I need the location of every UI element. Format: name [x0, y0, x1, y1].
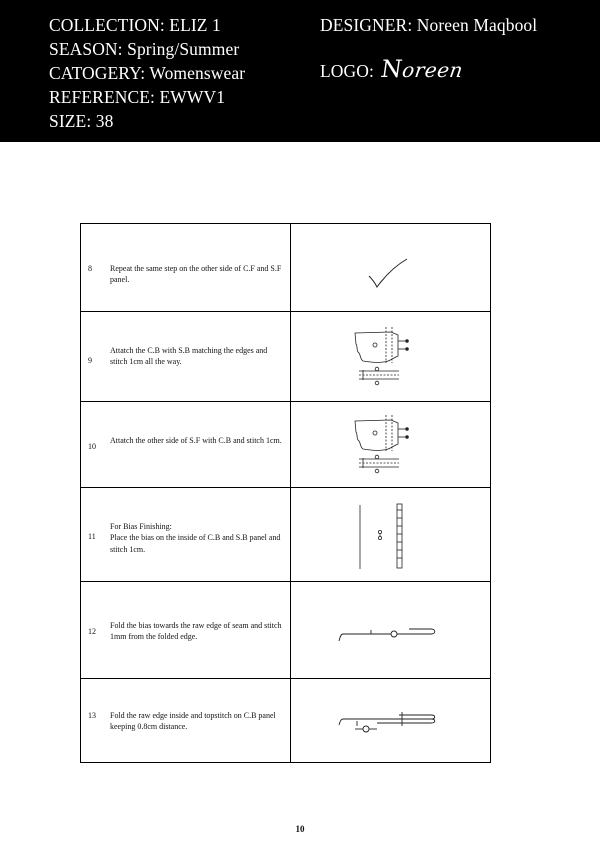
construction-steps-table	[80, 223, 491, 763]
designer-label: DESIGNER: Noreen Maqbool	[320, 15, 538, 35]
step-number: 12	[88, 627, 96, 636]
table-row	[81, 402, 490, 488]
step-number: 10	[88, 442, 96, 451]
bias-fold-diagram	[291, 582, 490, 679]
category-label: CATOGERY: Womenswear	[49, 63, 246, 83]
page-number: 10	[295, 824, 305, 834]
logo-initial: N	[379, 55, 405, 83]
collection-label: COLLECTION: ELIZ 1	[49, 15, 221, 35]
reference-label: REFERENCE: EWWV1	[49, 87, 226, 107]
step-number: 11	[88, 532, 96, 541]
step-illustration	[291, 679, 490, 762]
brand-logo	[379, 55, 465, 83]
panel-seam-diagram	[291, 402, 490, 488]
logo-label: LOGO:	[320, 61, 374, 81]
step-number: 8	[88, 264, 92, 273]
step-illustration	[291, 312, 490, 402]
step-text: Fold the raw edge inside and topstitch on C.B panel keeping 0.8cm distance.	[110, 711, 276, 732]
table-row	[81, 488, 490, 582]
step-text: For Bias Finishing: Place the bias on the inside of C.B and S.B panel and stitch 1cm.	[110, 522, 281, 554]
step-number: 13	[88, 711, 96, 720]
season-label: SEASON: Spring/Summer	[49, 39, 240, 59]
step-text: Fold the bias towards the raw edge of seam and stitch 1mm from the folded edge.	[110, 621, 282, 642]
table-row	[81, 312, 490, 402]
step-text: Repeat the same step on the other side of C.F and S.F panel.	[110, 264, 282, 285]
panel-seam-diagram	[291, 312, 490, 402]
table-row	[81, 582, 490, 679]
step-number: 9	[88, 356, 92, 365]
step-illustration	[291, 402, 490, 488]
topstitch-diagram	[291, 679, 490, 762]
step-illustration	[291, 224, 490, 312]
size-label: SIZE: 38	[49, 111, 114, 131]
table-row	[81, 679, 490, 762]
checkmark-icon	[291, 224, 490, 312]
bias-binding-diagram	[291, 488, 490, 582]
step-illustration	[291, 488, 490, 582]
logo-row	[320, 55, 464, 83]
logo-rest: oreen	[401, 58, 466, 82]
column-divider	[290, 224, 291, 762]
table-row	[81, 224, 490, 312]
header-banner	[0, 0, 600, 142]
step-text: Attatch the other side of S.F with C.B and stitch 1cm.	[110, 436, 282, 445]
step-illustration	[291, 582, 490, 679]
step-text: Attatch the C.B with S.B matching the edges and stitch 1cm all the way.	[110, 346, 268, 367]
